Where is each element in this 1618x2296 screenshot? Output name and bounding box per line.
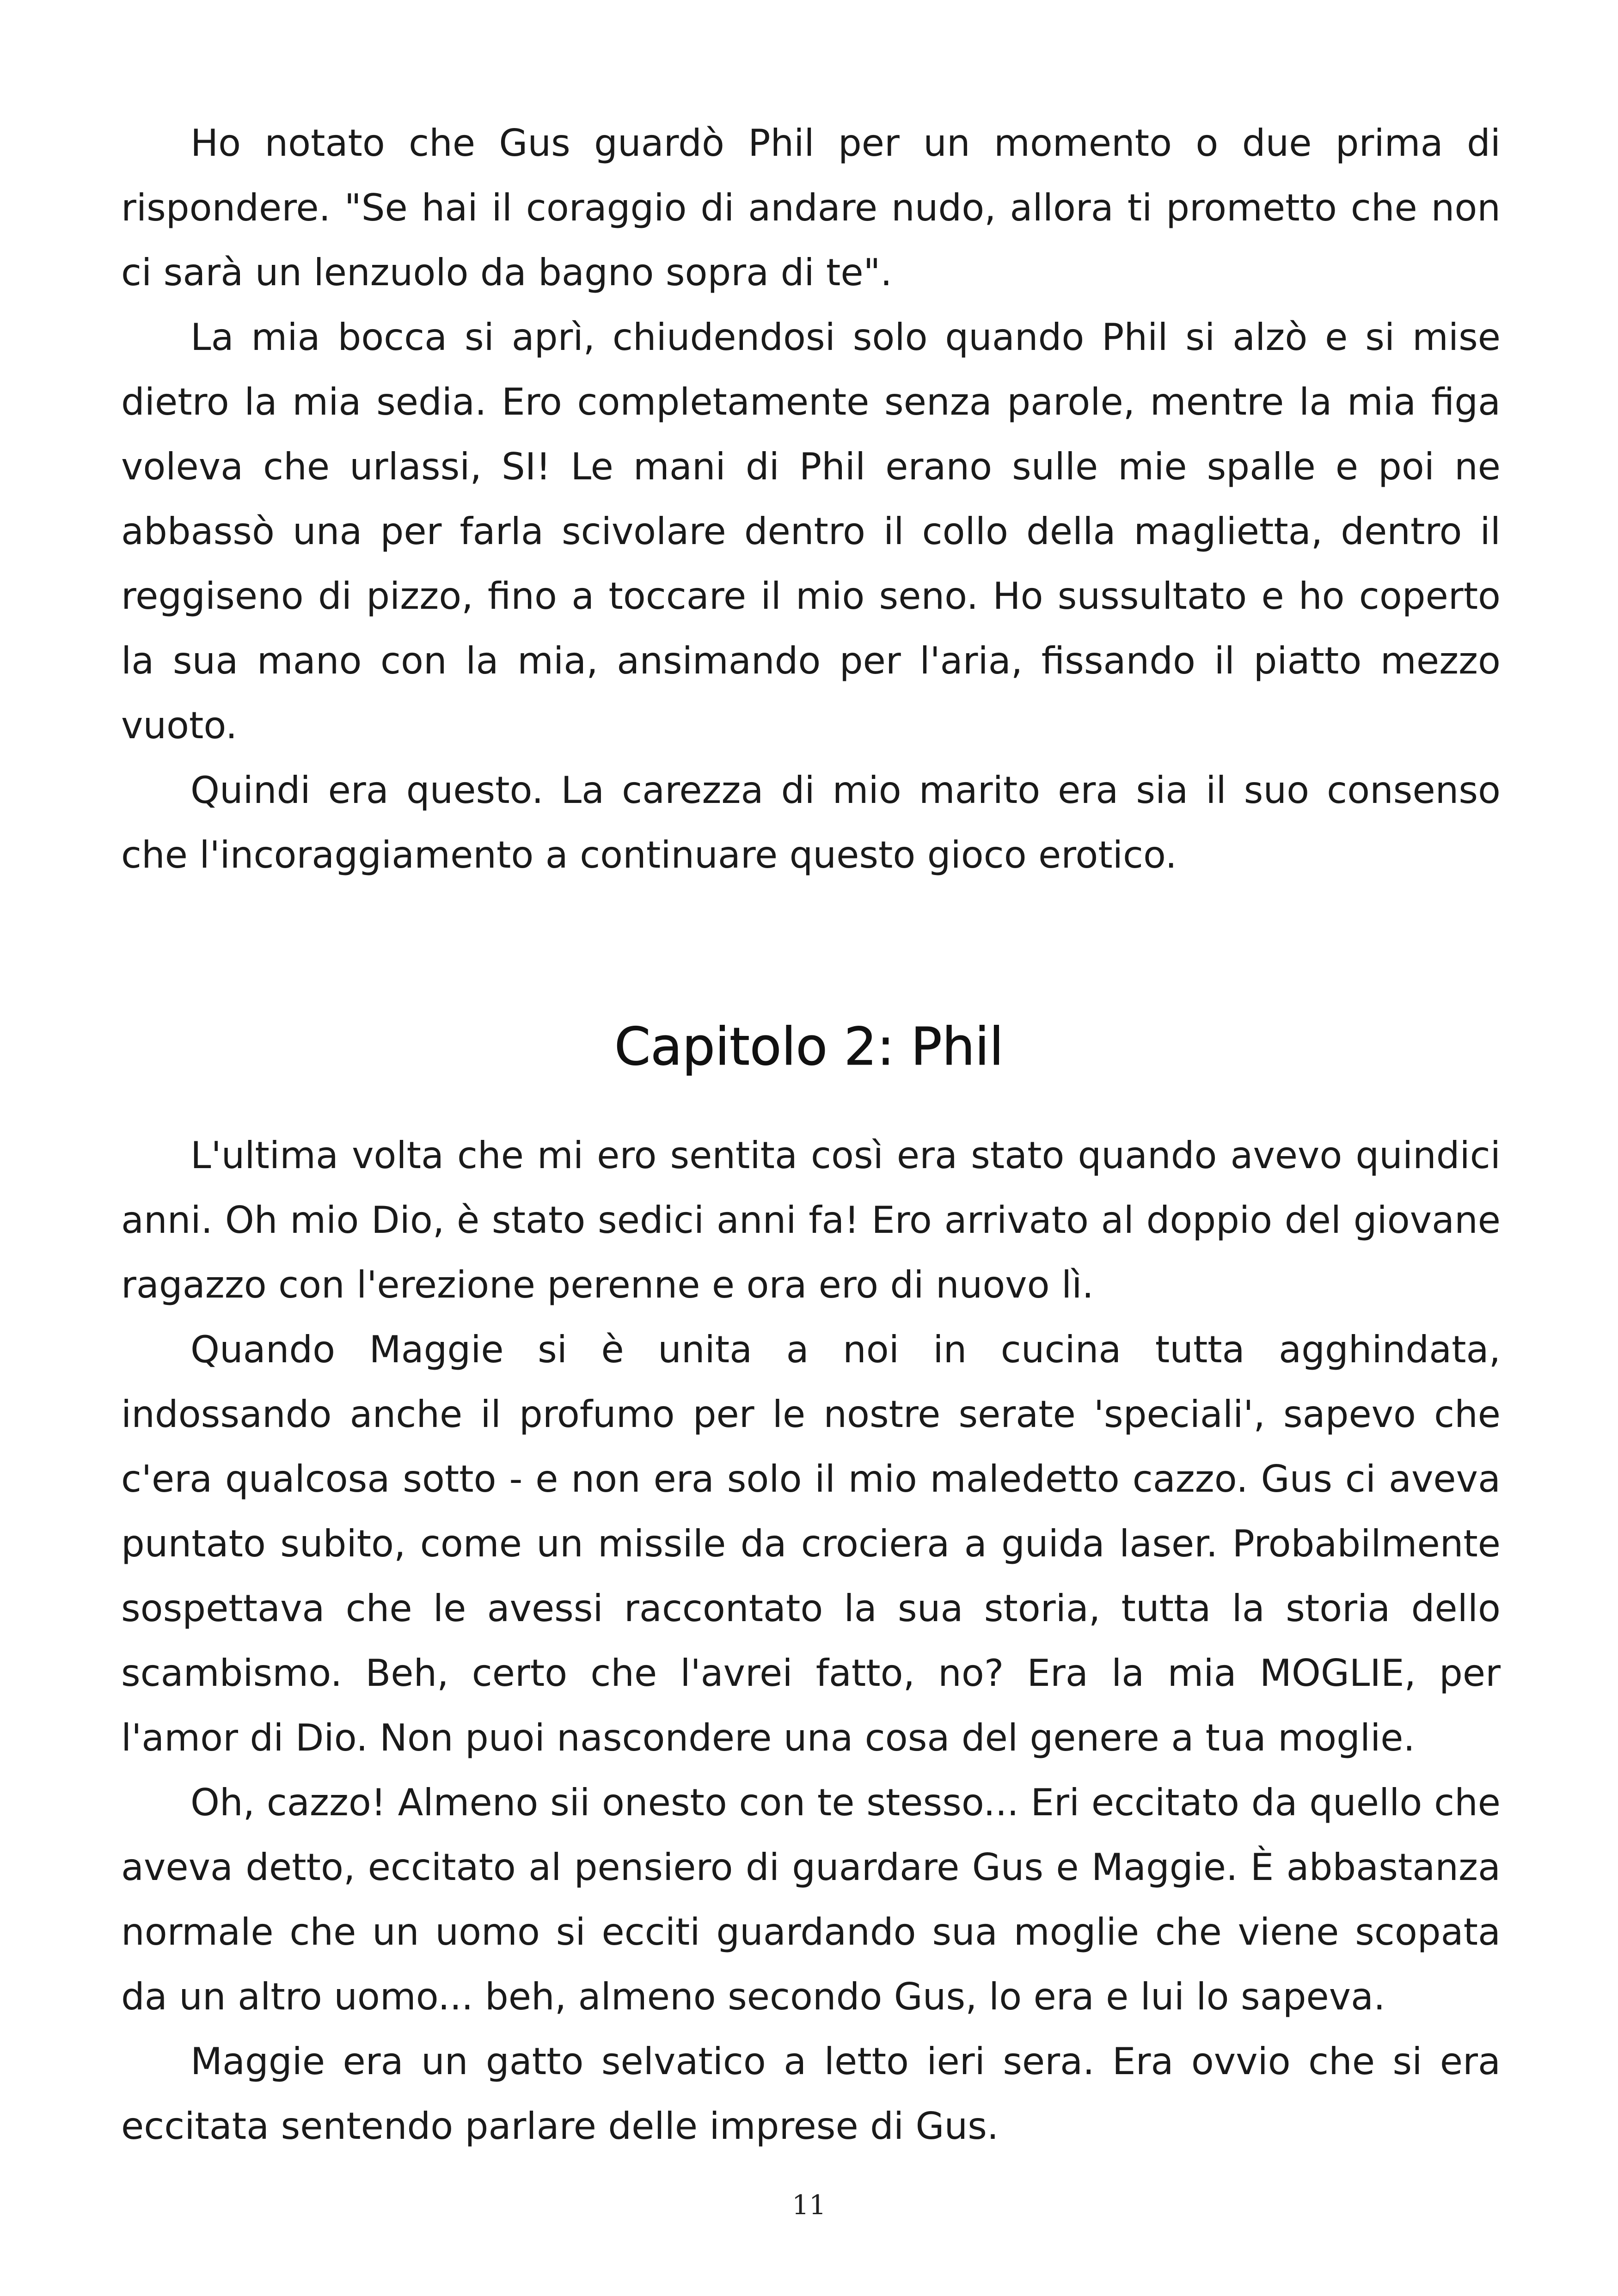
chapter-text — [121, 1123, 1501, 2159]
paragraph: Quindi era questo. La carezza di mio marito era sia il suo consenso che l'incoraggiamento a continuare questo gioco erotico. — [121, 769, 1501, 876]
paragraph: Quando Maggie si è unita a noi in cucina tutta agghindata, indossando anche il profumo per le nostre serate 'speciali', sapevo che c'era qualcosa sotto - e non era solo il mio maledetto cazzo. Gus ci aveva puntato subito, come un missile da crociera a guida laser. Probabilmente sospettava che le avessi raccontato la sua storia, tutta la storia dello scambismo. Beh, certo che l'avrei fatto, no? Era la mia MOGLIE, per l'amor di Dio. Non puoi nascondere una cosa del genere a tua moglie. — [121, 1328, 1501, 1759]
page-number: 11 — [792, 2189, 826, 2221]
paragraph: Maggie era un gatto selvatico a letto ieri sera. Era ovvio che si era eccitata sentendo parlare delle imprese di Gus. — [121, 2040, 1501, 2148]
paragraph: L'ultima volta che mi ero sentita così era stato quando avevo quindici anni. Oh mio Dio, è stato sedici anni fa! Ero arrivato al doppio del giovane ragazzo con l'erezione perenne e ora ero di nuovo lì. — [121, 1134, 1501, 1306]
previous-section-text — [121, 111, 1501, 888]
paragraph: Ho notato che Gus guardò Phil per un momento o due prima di rispondere. "Se hai il coraggio di andare nudo, allora ti prometto che non ci sarà un lenzuolo da bagno sopra di te". — [121, 122, 1501, 294]
chapter-title: Capitolo 2: Phil — [614, 1017, 1004, 1077]
paragraph: Oh, cazzo! Almeno sii onesto con te stesso... Eri eccitato da quello che aveva detto, eccitato al pensiero di guardare Gus e Maggie. È abbastanza normale che un uomo si ecciti guardando sua moglie che viene scopata da un altro uomo... beh, almeno secondo Gus, lo era e lui lo sapeva. — [121, 1781, 1501, 2018]
paragraph: La mia bocca si aprì, chiudendosi solo quando Phil si alzò e si mise dietro la mia sedia. Ero completamente senza parole, mentre la mia figa voleva che urlassi, SI! Le mani di Phil erano sulle mie spalle e poi ne abbassò una per farla scivolare dentro il collo della maglietta, dentro il reggiseno di pizzo, fino a toccare il mio seno. Ho sussultato e ho coperto la sua mano con la mia, ansimando per l'aria, fissando il piatto mezzo vuoto. — [121, 316, 1501, 747]
